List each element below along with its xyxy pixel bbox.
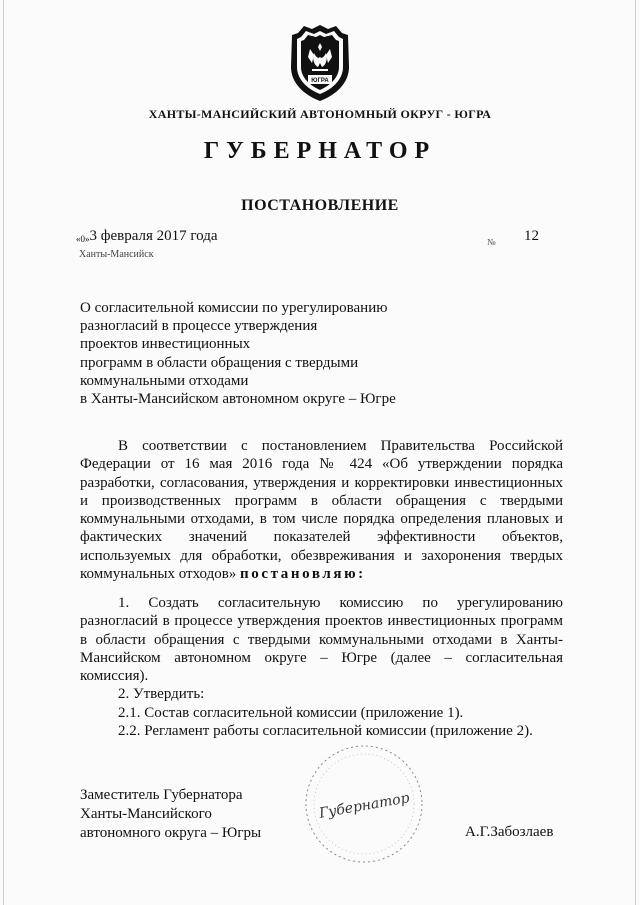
signatory-position bbox=[80, 786, 261, 843]
date-text: 3 февраля 2017 года bbox=[89, 228, 218, 244]
clause-2-2: 2.2. Регламент работы согласительной комиссии (приложение 2). bbox=[118, 723, 533, 740]
document-number: 12 bbox=[524, 228, 539, 244]
page-edge-left bbox=[3, 0, 4, 905]
subject-line: разногласий в процессе утверждения bbox=[80, 318, 318, 335]
stamp-text: Губернатор bbox=[317, 790, 411, 822]
position-line: автономного округа – Югры bbox=[80, 825, 262, 841]
document-authority-title: ГУБЕРНАТОР bbox=[203, 138, 437, 164]
document-type: ПОСТАНОВЛЕНИЕ bbox=[241, 197, 399, 214]
preamble-last-line bbox=[80, 565, 563, 583]
date-mark: «0» bbox=[76, 234, 90, 244]
clause-1-line: разногласий в процессе утверждения проектов инвестиционных программ bbox=[80, 613, 563, 630]
page-edge-right bbox=[635, 0, 636, 905]
preamble-paragraph bbox=[80, 437, 563, 583]
clause-2: 2. Утвердить: bbox=[118, 686, 205, 703]
clause-1-line: 1. Создать согласительную комиссию по урегулированию bbox=[118, 595, 563, 611]
document-place: Ханты-Мансийск bbox=[79, 249, 154, 260]
preamble-line: разработки, согласования, утверждения и корректировки инвестиционных bbox=[80, 474, 563, 491]
preamble-line: Федерации от 16 мая 2016 года № 424 «Об утверждении порядка bbox=[80, 456, 563, 473]
preamble-line: используемых для обработки, обезвреживания и захоронения твердых bbox=[80, 547, 563, 564]
emblem-text: ЮГРА bbox=[311, 78, 329, 84]
clause-1-last-line: комиссия). bbox=[80, 668, 149, 685]
document-subject bbox=[80, 299, 396, 408]
preamble-line: В соответствии с постановлением Правительства Российской bbox=[118, 438, 563, 454]
subject-line: проектов инвестиционных bbox=[80, 336, 251, 353]
preamble-line: фактических значений показателей эффективности объектов, bbox=[80, 529, 563, 546]
clause-1-line: Мансийском автономном округе – Югре (далее – согласительная bbox=[80, 649, 563, 666]
preamble-line: коммунальными отходами, в том числе порядка определения плановых и bbox=[80, 511, 563, 528]
position-line: Ханты-Мансийского bbox=[80, 806, 212, 822]
coat-of-arms-emblem bbox=[288, 23, 352, 103]
decree-word: постановляю: bbox=[240, 566, 366, 583]
subject-line: О согласительной комиссии по урегулированию bbox=[80, 300, 388, 316]
clause-1-line: в области обращения с твердыми коммунальными отходами в Ханты- bbox=[80, 631, 563, 648]
subject-line: коммунальными отходами bbox=[80, 372, 249, 389]
preamble-last-text: коммунальных отходов» bbox=[80, 566, 237, 583]
subject-line: программ в области обращения с твердыми bbox=[80, 354, 359, 371]
number-sign: № bbox=[487, 237, 496, 247]
clauses-block bbox=[80, 594, 563, 740]
subject-line: в Ханты-Мансийском автономном округе – Югре bbox=[80, 391, 396, 408]
official-stamp bbox=[300, 740, 428, 868]
position-line: Заместитель Губернатора bbox=[80, 787, 243, 803]
clause-2-1: 2.1. Состав согласительной комиссии (приложение 1). bbox=[118, 704, 464, 721]
signatory-name: А.Г.Забозлаев bbox=[465, 824, 554, 840]
preamble-line: и производственных программ в области обращения с твердыми bbox=[80, 492, 563, 509]
document-date bbox=[76, 228, 218, 245]
region-name: ХАНТЫ-МАНСИЙСКИЙ АВТОНОМНЫЙ ОКРУГ - ЮГРА bbox=[148, 107, 492, 121]
